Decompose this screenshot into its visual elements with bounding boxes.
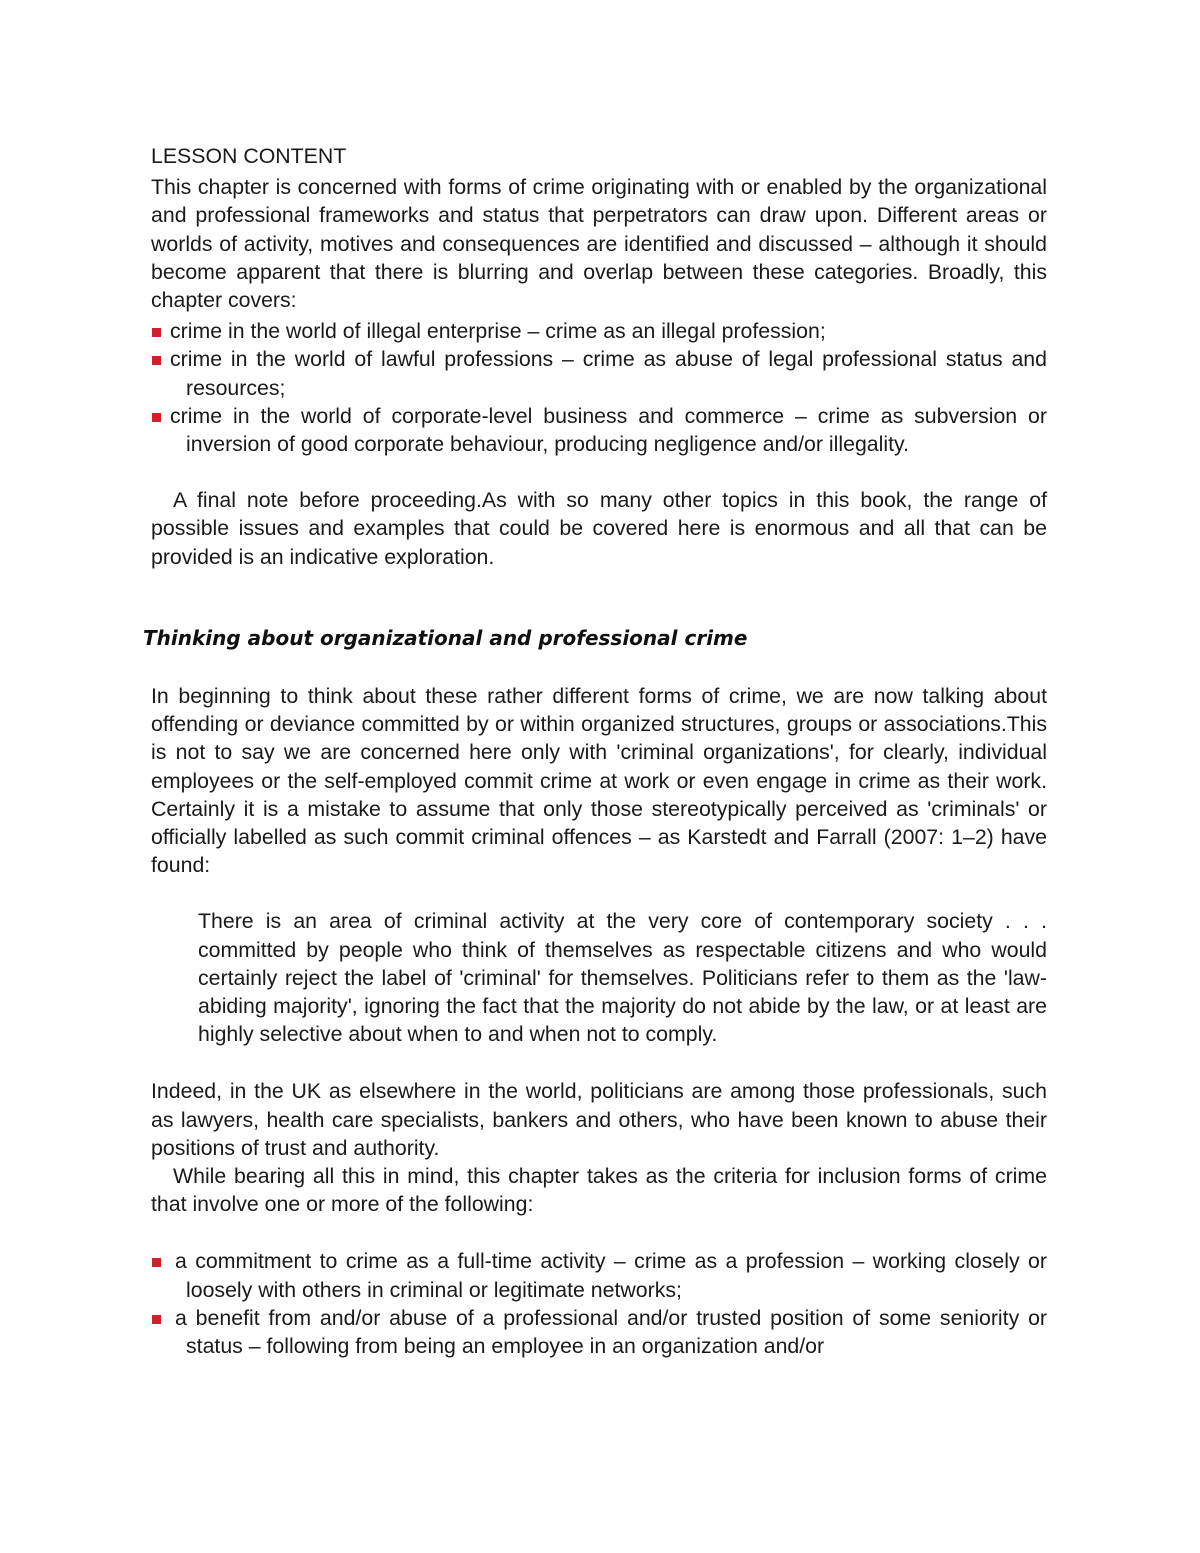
section-paragraph: Indeed, in the UK as elsewhere in the world, politicians are among those professionals, such as lawyers, health care specialists, bankers and others, who have been known to abuse their positions of trust and authority.	[151, 1079, 1047, 1160]
section-heading: Thinking about organizational and professional crime	[143, 626, 748, 650]
block-quote: There is an area of criminal activity at the very core of contemporary society . . . committed by people who think of themselves as respectable citizens and who would certainly reject the label of 'criminal' for themselves. Politicians refer to them as the 'law-abiding majority', ignoring the fact that the majority do not abide by the law, or at least are highly selective about when to and when not to comply.	[198, 909, 1047, 1047]
section-paragraph: In beginning to think about these rather different forms of crime, we are now talking about offending or deviance committed by or within organized structures, groups or associations.This is not to say we are concerned here only with 'criminal organizations', for clearly, individual employees or the self-employed commit crime at work or even engage in crime as their work. Certainly it is a mistake to assume that only those stereotypically perceived as 'criminals' or officially labelled as such commit criminal offences – as Karstedt and Farrall (2007: 1–2) have found:	[151, 684, 1047, 878]
list-item	[151, 345, 1047, 401]
square-bullet-icon	[152, 328, 161, 337]
lesson-bullet-list	[151, 317, 1047, 458]
lesson-heading: LESSON CONTENT	[151, 144, 347, 168]
lesson-content-block	[151, 142, 1047, 571]
final-note-paragraph: A final note before proceeding.As with so many other topics in this book, the range of possible issues and examples that could be covered here is enormous and all that can be provided is an indicative exploration.	[151, 488, 1047, 569]
section-paragraph: While bearing all this in mind, this chapter takes as the criteria for inclusion forms of crime that involve one or more of the following:	[151, 1164, 1047, 1217]
criteria-bullet-list	[151, 1247, 1047, 1360]
list-item	[151, 317, 1047, 345]
list-item-text: crime in the world of illegal enterprise – crime as an illegal profession;	[170, 319, 826, 344]
list-item	[151, 1247, 1047, 1303]
square-bullet-icon	[152, 356, 161, 365]
list-item-text: a benefit from and/or abuse of a professional and/or trusted position of some seniority or status – following from being an employee in an organization and/or	[175, 1305, 1047, 1359]
section-body	[151, 682, 1047, 1360]
list-item-text: a commitment to crime as a full-time activity – crime as a profession – working closely or loosely with others in criminal or legitimate networks;	[175, 1249, 1047, 1302]
list-item-text: crime in the world of lawful professions – crime as abuse of legal professional status and resources;	[170, 347, 1047, 400]
list-item-text: crime in the world of corporate-level business and commerce – crime as subversion or inversion of good corporate behaviour, producing negligence and/or illegality.	[170, 403, 1047, 457]
square-bullet-icon	[152, 413, 161, 422]
square-bullet-icon	[152, 1315, 161, 1324]
lesson-intro-paragraph: This chapter is concerned with forms of crime originating with or enabled by the organizational and professional frameworks and status that perpetrators can draw upon. Different areas or worlds of activity, motives and consequences are identified and discussed – although it should become apparent that there is blurring and overlap between these categories. Broadly, this chapter covers:	[151, 175, 1047, 313]
list-item	[151, 1304, 1047, 1360]
list-item	[151, 402, 1047, 458]
square-bullet-icon	[152, 1258, 161, 1267]
